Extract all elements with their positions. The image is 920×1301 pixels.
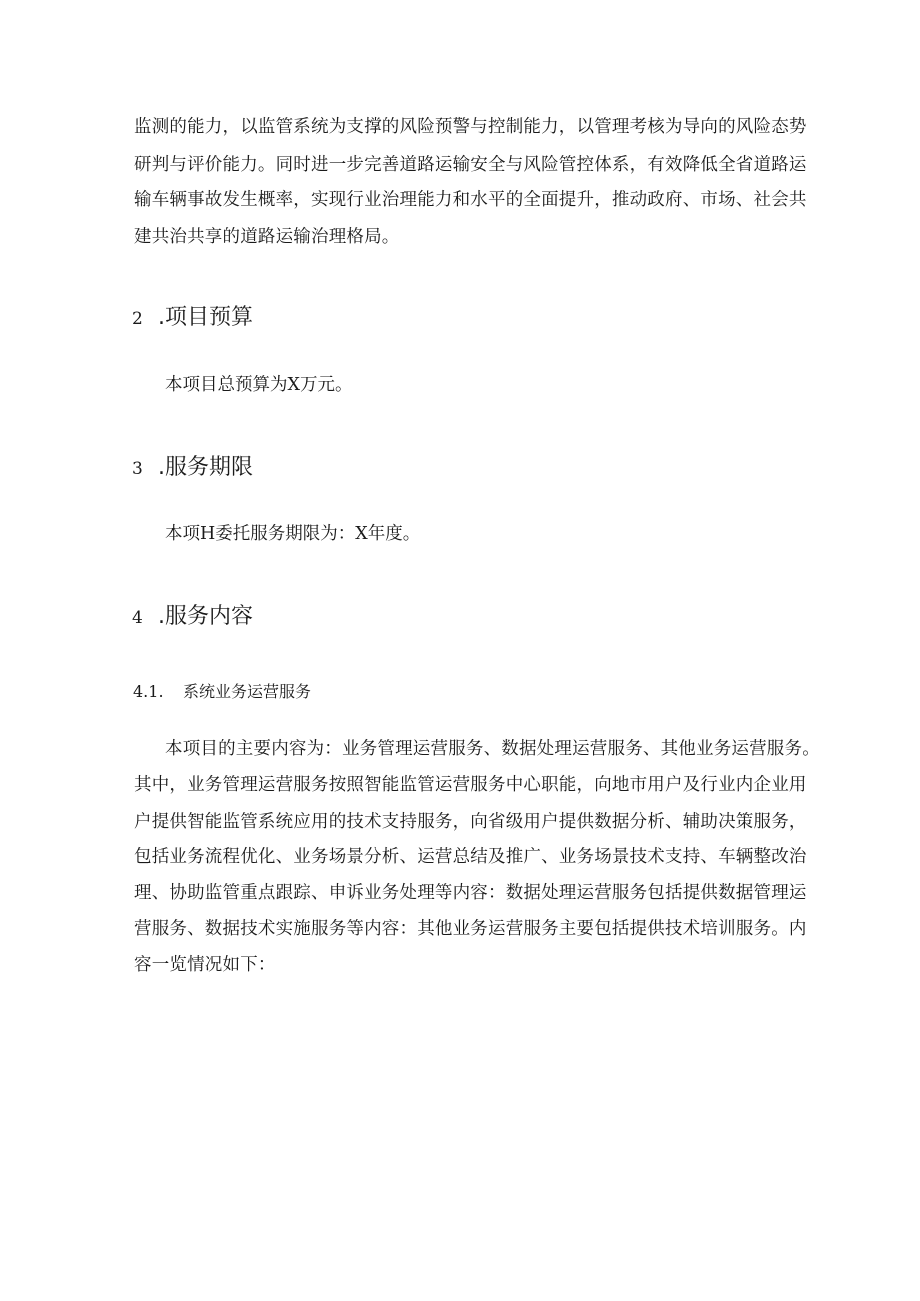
section-number: 3 xyxy=(132,459,143,479)
subsection-heading xyxy=(133,684,311,700)
subsection-title: 系统业务运营服务 xyxy=(183,682,312,701)
section-title: .项目预算 xyxy=(158,305,253,330)
section-heading-period xyxy=(132,457,253,479)
intro-line-1: 监测的能力，以监管系统为支撑的风险预警与控制能力，以管理考核为导向的风险态势 xyxy=(134,117,807,137)
section-heading-content xyxy=(132,606,253,628)
intro-line-3: 输车辆事故发生概率，实现行业治理能力和水平的全面提升，推动政府、市场、社会共 xyxy=(134,190,807,210)
content-line-4: 包括业务流程优化、业务场景分析、运营总结及推广、业务场景技术支持、车辆整改治 xyxy=(134,847,807,867)
intro-line-4: 建共治共享的道路运输治理格局。 xyxy=(134,227,400,247)
section-number: 4 xyxy=(132,608,143,628)
content-line-2: 其中，业务管理运营服务按照智能监管运营服务中心职能，向地市用户及行业内企业用 xyxy=(134,775,807,795)
content-line-5: 理、协助监管重点跟踪、申诉业务处理等内容：数据处理运营服务包括提供数据管理运 xyxy=(134,883,807,903)
section-number: 2 xyxy=(132,309,143,329)
content-line-6: 营服务、数据技术实施服务等内容：其他业务运营服务主要包括提供技术培训服务。内 xyxy=(134,919,807,939)
content-line-7: 容一览情况如下： xyxy=(134,955,276,975)
section-heading-budget xyxy=(132,307,253,329)
budget-text: 本项目总预算为X万元。 xyxy=(165,375,353,395)
subsection-number: 4.1. xyxy=(133,682,164,701)
period-text: 本项H委托服务期限为：X年度。 xyxy=(165,524,421,544)
content-line-1: 本项目的主要内容为：业务管理运营服务、数据处理运营服务、其他业务运营服务。 xyxy=(165,739,820,759)
intro-line-2: 研判与评价能力。同时进一步完善道路运输安全与风险管控体系，有效降低全省道路运 xyxy=(134,155,807,175)
content-line-3: 户提供智能监管系统应用的技术支持服务，向省级用户提供数据分析、辅助决策服务， xyxy=(134,812,807,832)
section-title: .服务内容 xyxy=(158,604,253,629)
section-title: .服务期限 xyxy=(158,455,253,480)
